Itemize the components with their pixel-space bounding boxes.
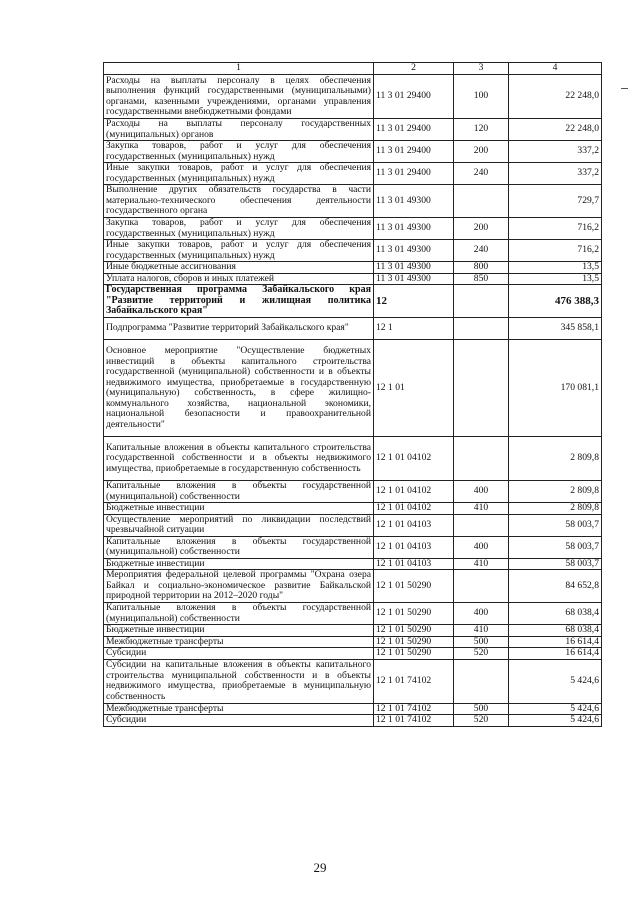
row-code-cell: 12 1 01 04103 — [374, 558, 454, 570]
row-sum-cell: 2 809,8 — [509, 481, 602, 503]
row-sum-cell: 68 038,4 — [509, 603, 602, 625]
row-type-cell — [454, 185, 509, 218]
row-sum-cell: 13,5 — [509, 273, 602, 285]
row-code-cell: 12 1 01 — [374, 340, 454, 437]
row-type-cell — [454, 514, 509, 536]
table-row — [104, 536, 602, 558]
table-row — [104, 570, 602, 603]
row-type-cell: 120 — [454, 119, 509, 141]
row-type-cell — [454, 570, 509, 603]
row-type-cell: 100 — [454, 75, 509, 119]
table-row — [104, 318, 602, 340]
row-name-cell: Закупка товаров, работ и услуг для обеспечения государственных (муниципальных) нужд — [104, 218, 374, 240]
row-type-cell — [454, 318, 509, 340]
row-sum-cell: 5 424,6 — [509, 703, 602, 715]
table-row — [104, 558, 602, 570]
table-row — [104, 715, 602, 727]
row-sum-cell: 22 248,0 — [509, 75, 602, 119]
row-code-cell: 12 1 01 04103 — [374, 514, 454, 536]
row-code-cell: 12 1 01 74102 — [374, 703, 454, 715]
table-row — [104, 648, 602, 660]
row-code-cell: 11 3 01 29400 — [374, 141, 454, 163]
row-type-cell: 500 — [454, 636, 509, 648]
row-sum-cell: 2 809,8 — [509, 437, 602, 481]
row-name-cell: Подпрограмма "Развитие территорий Забайкальского края" — [104, 318, 374, 340]
header-col-3: 3 — [454, 63, 509, 75]
table-row — [104, 659, 602, 703]
table-header — [104, 63, 602, 75]
row-code-cell: 12 1 01 04103 — [374, 536, 454, 558]
row-name-cell: Капитальные вложения в объекты капитального строительства государственной собственности и в объекты недвижимого имущества, приобретаемые в государственную собственность — [104, 437, 374, 481]
table-header-row — [104, 63, 602, 75]
row-name-cell: Иные закупки товаров, работ и услуг для обеспечения государственных (муниципальных) нужд — [104, 240, 374, 262]
row-code-cell: 12 1 01 50290 — [374, 570, 454, 603]
row-sum-cell: 58 003,7 — [509, 536, 602, 558]
row-name-cell: Капитальные вложения в объекты государственной (муниципальной) собственности — [104, 536, 374, 558]
table-row — [104, 285, 602, 318]
row-name-cell: Иные бюджетные ассигнования — [104, 262, 374, 274]
row-name-cell: Бюджетные инвестиции — [104, 503, 374, 515]
row-type-cell: 520 — [454, 648, 509, 660]
row-type-cell — [454, 437, 509, 481]
row-sum-cell: 16 614,4 — [509, 636, 602, 648]
row-sum-cell: 716,2 — [509, 218, 602, 240]
table-row — [104, 514, 602, 536]
row-name-cell: Межбюджетные трансферты — [104, 703, 374, 715]
row-code-cell: 11 3 01 49300 — [374, 218, 454, 240]
row-name-cell: Бюджетные инвестиции — [104, 625, 374, 637]
row-name-cell: Бюджетные инвестиции — [104, 558, 374, 570]
row-name-cell: Субсидии — [104, 715, 374, 727]
table-row — [104, 625, 602, 637]
row-sum-cell: 476 388,3 — [509, 285, 602, 318]
row-sum-cell: 5 424,6 — [509, 715, 602, 727]
row-sum-cell: 729,7 — [509, 185, 602, 218]
table-row — [104, 603, 602, 625]
row-sum-cell: 337,2 — [509, 163, 602, 185]
table-row — [104, 185, 602, 218]
row-code-cell: 11 3 01 49300 — [374, 240, 454, 262]
row-code-cell: 12 1 01 04102 — [374, 503, 454, 515]
row-type-cell: 200 — [454, 218, 509, 240]
table-row — [104, 218, 602, 240]
row-code-cell: 12 1 01 74102 — [374, 659, 454, 703]
table-row — [104, 481, 602, 503]
row-sum-cell: 16 614,4 — [509, 648, 602, 660]
row-type-cell: 400 — [454, 536, 509, 558]
budget-table — [103, 62, 602, 727]
row-type-cell: 410 — [454, 558, 509, 570]
row-code-cell: 12 1 01 74102 — [374, 715, 454, 727]
row-code-cell: 12 1 01 50290 — [374, 648, 454, 660]
table-row — [104, 437, 602, 481]
header-col-2: 2 — [374, 63, 454, 75]
row-type-cell: 400 — [454, 603, 509, 625]
row-sum-cell: 68 038,4 — [509, 625, 602, 637]
row-sum-cell: 170 081,1 — [509, 340, 602, 437]
row-name-cell: Мероприятия федеральной целевой программы "Охрана озера Байкал и социально-экономическое развитие Байкальской природной территории на 2012–2020 годы" — [104, 570, 374, 603]
row-type-cell: 400 — [454, 481, 509, 503]
row-name-cell: Уплата налогов, сборов и иных платежей — [104, 273, 374, 285]
row-sum-cell: 58 003,7 — [509, 558, 602, 570]
table-row — [104, 636, 602, 648]
margin-mark — [621, 88, 628, 89]
row-name-cell: Межбюджетные трансферты — [104, 636, 374, 648]
row-sum-cell: 337,2 — [509, 141, 602, 163]
row-code-cell: 12 1 01 04102 — [374, 481, 454, 503]
row-type-cell — [454, 285, 509, 318]
row-name-cell: Расходы на выплаты персоналу государственных (муниципальных) органов — [104, 119, 374, 141]
row-sum-cell: 2 809,8 — [509, 503, 602, 515]
table-row — [104, 503, 602, 515]
table-row — [104, 141, 602, 163]
table-row — [104, 262, 602, 274]
header-col-1: 1 — [104, 63, 374, 75]
row-type-cell: 200 — [454, 141, 509, 163]
row-code-cell: 12 1 01 50290 — [374, 625, 454, 637]
row-sum-cell: 345 858,1 — [509, 318, 602, 340]
row-code-cell: 11 3 01 29400 — [374, 119, 454, 141]
table-row — [104, 163, 602, 185]
table-body — [104, 75, 602, 727]
row-code-cell: 12 1 — [374, 318, 454, 340]
row-name-cell: Выполнение других обязательств государства в части материально-технического обеспечения деятельности государственного органа — [104, 185, 374, 218]
row-type-cell: 850 — [454, 273, 509, 285]
row-type-cell: 800 — [454, 262, 509, 274]
row-code-cell: 11 3 01 29400 — [374, 75, 454, 119]
row-sum-cell: 84 652,8 — [509, 570, 602, 603]
table-row — [104, 75, 602, 119]
row-type-cell: 240 — [454, 163, 509, 185]
table-row — [104, 240, 602, 262]
row-code-cell: 11 3 01 49300 — [374, 185, 454, 218]
row-code-cell: 11 3 01 49300 — [374, 273, 454, 285]
row-type-cell: 410 — [454, 503, 509, 515]
row-name-cell: Иные закупки товаров, работ и услуг для обеспечения государственных (муниципальных) нужд — [104, 163, 374, 185]
row-name-cell: Расходы на выплаты персоналу в целях обеспечения выполнения функций государственными (муниципальными) органами, казенными учреждениями, органами управления государственными внебюджетными фондами — [104, 75, 374, 119]
row-type-cell — [454, 659, 509, 703]
row-code-cell: 12 1 01 04102 — [374, 437, 454, 481]
row-code-cell: 12 1 01 50290 — [374, 603, 454, 625]
header-col-4: 4 — [509, 63, 602, 75]
row-name-cell: Капитальные вложения в объекты государственной (муниципальной) собственности — [104, 481, 374, 503]
row-type-cell — [454, 340, 509, 437]
row-code-cell: 12 — [374, 285, 454, 318]
row-name-cell: Субсидии — [104, 648, 374, 660]
table-row — [104, 273, 602, 285]
table-row — [104, 703, 602, 715]
row-sum-cell: 22 248,0 — [509, 119, 602, 141]
row-sum-cell: 58 003,7 — [509, 514, 602, 536]
row-type-cell: 410 — [454, 625, 509, 637]
row-sum-cell: 716,2 — [509, 240, 602, 262]
page-number: 29 — [313, 860, 327, 875]
row-name-cell: Закупка товаров, работ и услуг для обеспечения государственных (муниципальных) нужд — [104, 141, 374, 163]
row-name-cell: Капитальные вложения в объекты государственной (муниципальной) собственности — [104, 603, 374, 625]
row-type-cell: 240 — [454, 240, 509, 262]
row-name-cell: Осуществление мероприятий по ликвидации последствий чрезвычайной ситуации — [104, 514, 374, 536]
row-code-cell: 11 3 01 49300 — [374, 262, 454, 274]
table-row — [104, 119, 602, 141]
row-name-cell: Государственная программа Забайкальского края "Развитие территорий и жилищная политика Забайкальского края" — [104, 285, 374, 318]
row-code-cell: 12 1 01 50290 — [374, 636, 454, 648]
row-type-cell: 520 — [454, 715, 509, 727]
row-code-cell: 11 3 01 29400 — [374, 163, 454, 185]
row-type-cell: 500 — [454, 703, 509, 715]
row-sum-cell: 13,5 — [509, 262, 602, 274]
row-name-cell: Основное мероприятие "Осуществление бюджетных инвестиций в объекты капитального строительства государственной (муниципальной) собственности и в объекты недвижимого имущества, приобретаемые в государственную (муниципальную) собственность, в сфере жилищно-коммунального хозяйства, национальной экономики, национальной безопасности и правоохранительной деятельности" — [104, 340, 374, 437]
row-name-cell: Субсидии на капитальные вложения в объекты капитального строительства муниципальной собственности и в объекты недвижимого имущества, приобретаемые в муниципальную собственность — [104, 659, 374, 703]
row-sum-cell: 5 424,6 — [509, 659, 602, 703]
table-row — [104, 340, 602, 437]
